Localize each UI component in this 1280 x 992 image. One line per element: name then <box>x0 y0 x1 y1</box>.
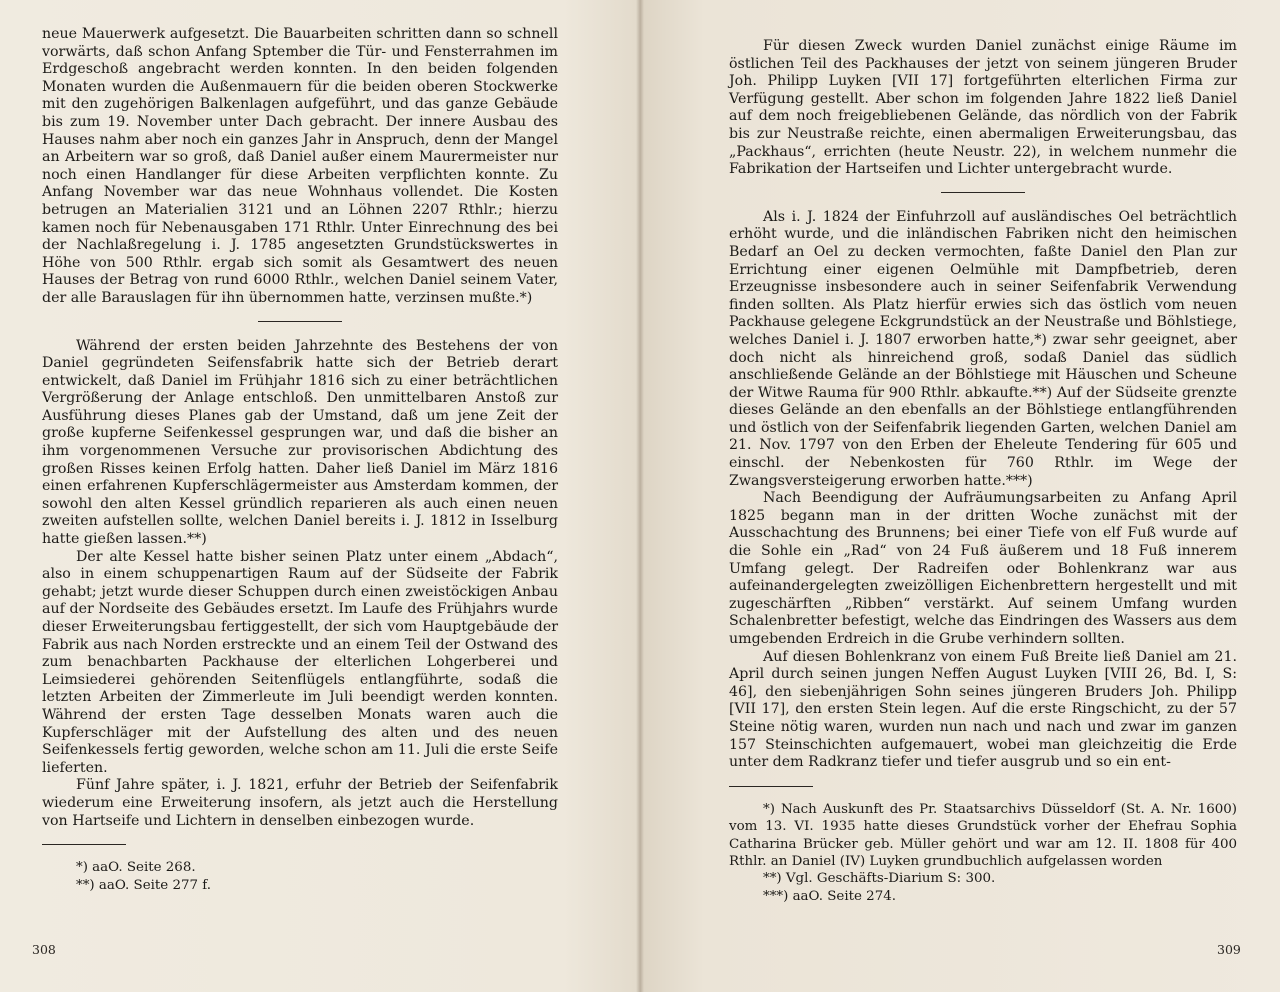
book-gutter <box>636 0 644 992</box>
section-divider <box>258 321 342 322</box>
right-page-text <box>729 38 1237 905</box>
section-divider <box>941 192 1025 193</box>
footnote: *) aaO. Seite 268. <box>76 860 196 876</box>
paragraph: Nach Beendigung der Aufräumungsarbeiten zu Anfang April 1825 begann man in der dritten Woche zunächst mit der Ausschachtung des Brunnens; bei einer Tiefe von elf Fuß wurde auf die Sohle ein „Rad“ von 24 Fuß äußerem und 18 Fuß innerem Umfang gelegt. Der Radreifen oder Bohlenkranz war aus aufeinandergelegten zweizölligen Eichenbrettern hergestellt und mit zugeschärften „Ribben“ verstärkt. Auf seinem Umfang wurden Schalenbretter befestigt, welche das Eindringen des Wassers aus dem umgebenden Erdreich in die Grube verhindern sollten. <box>729 490 1237 647</box>
paragraph: Als i. J. 1824 der Einfuhrzoll auf ausländisches Oel beträchtlich erhöht wurde, und die inländischen Fabriken nicht den heimischen Bedarf an Oel zu decken vermochten, faßte Daniel den Plan zur Errichtung einer eigenen Oelmühle mit Dampfbetrieb, deren Erzeugnisse insbesondere auch in seiner Seifenfabrik Verwendung finden sollten. Als Platz hierfür erwies sich das östlich vom neuen Packhause gelegene Eckgrundstück an der Neustraße und Böhlstiege, welches Daniel i. J. 1807 erworben hatte,*) zwar sehr geeignet, aber doch nicht als hinreichend groß, sodaß Daniel das südlich anschließende Gelände an der Böhlstiege mit Häuschen und Scheune der Witwe Rauma für 900 Rthlr. abkaufte.**) Auf der Südseite grenzte dieses Gelände an den ebenfalls an der Böhlstiege entlangführenden und östlich von der Seifenfabrik liegenden Garten, welchen Daniel am 21. Nov. 1797 von den Erben der Eheleute Tendering für 605 und einschl. der Nebenkosten für 760 Rthlr. im Wege der Zwangsversteigerung erworben hatte.***) <box>729 208 1237 489</box>
page-number: 309 <box>1217 942 1241 957</box>
left-page-text <box>42 26 558 894</box>
footnote: **) Vgl. Geschäfts-Diarium S: 300. <box>763 871 996 887</box>
footnote-divider <box>42 844 126 845</box>
footnote: *) Nach Auskunft des Pr. Staatsarchivs Düsseldorf (St. A. Nr. 1600) vom 13. VI. 1935 hatte dieses Grundstück vorher der Ehefrau Sophia Catharina Brücker geb. Müller gehört und war am 12. II. 1808 für 400 Rthlr. an Daniel (IV) Luyken grundbuchlich aufgelassen worden <box>729 801 1237 869</box>
paragraph: Der alte Kessel hatte bisher seinen Platz unter einem „Abdach“, also in einem schuppenartigen Raum auf der Südseite der Fabrik gehabt; jetzt wurde dieser Schuppen durch einen zweistöckigen Anbau auf der Nordseite des Gebäudes ersetzt. Im Laufe des Frühjahrs wurde dieser Erweiterungsbau fertiggestellt, der sich vom Hauptgebäude der Fabrik aus nach Norden erstreckte und an einem Teil der Ostwand des zum benachbarten Packhause der elterlichen Lohgerberei und Leimsiederei gehörenden Seitenflügels entlangführte, sodaß die letzten Arbeiten der Zimmerleute im Juli beendigt werden konnten. Während der ersten Tage desselben Monats waren auch die Kupferschläger mit der Aufstellung des alten und des neuen Seifenkessels fertig geworden, welche schon am 11. Juli die erste Seife lieferten. <box>42 548 558 776</box>
page-number: 308 <box>32 942 56 957</box>
paragraph: Während der ersten beiden Jahrzehnte des Bestehens der von Daniel gegründeten Seifensfabrik hatte sich der Betrieb derart entwickelt, daß Daniel im Frühjahr 1816 sich zu einer beträchtlichen Vergrößerung der Anlage entschloß. Den unmittelbaren Anstoß zur Ausführung dieses Planes gab der Umstand, daß um jene Zeit der große kupferne Seifenkessel gesprungen war, und daß die bisher an ihm vorgenommenen Versuche zur provisorischen Abdichtung des großen Risses keinen Erfolg hatten. Daher ließ Daniel im März 1816 einen erfahrenen Kupferschlägermeister aus Amsterdam kommen, der sowohl den alten Kessel gründlich reparieren als auch einen neuen zweiten aufstellen sollte, welchen Daniel bereits i. J. 1812 in Isselburg hatte gießen lassen.**) <box>42 337 558 548</box>
footnote: ***) aaO. Seite 274. <box>763 888 896 904</box>
footnote-divider <box>729 786 813 787</box>
right-page <box>640 0 1280 992</box>
footnote: **) aaO. Seite 277 f. <box>76 877 212 893</box>
paragraph: neue Mauerwerk aufgesetzt. Die Bauarbeiten schritten dann so schnell vorwärts, daß schon Anfang Sptember die Tür- und Fensterrahmen im Erdgeschoß angebracht werden konnten. In den beiden folgenden Monaten wurden die Außenmauern für die beiden oberen Stockwerke mit den zugehörigen Balkenlagen aufgeführt, und das ganze Gebäude bis zum 19. November unter Dach gebracht. Der innere Ausbau des Hauses nahm aber noch ein ganzes Jahr in Anspruch, denn der Mangel an Arbeitern war so groß, daß Daniel außer einem Maurermeister nur noch einen Handlanger für diese Arbeiten verpflichten konnte. Zu Anfang November war das neue Wohnhaus vollendet. Die Kosten betrugen an Materialien 3121 und an Löhnen 2207 Rthlr.; hierzu kamen noch für Nebenausgaben 171 Rthlr. Unter Einrechnung des bei der Nachlaßregelung i. J. 1785 angesetzten Grundstückswertes in Höhe von 500 Rthlr. ergab sich somit als Gesamtwert des neuen Hauses der Betrag von rund 6000 Rthlr., welchen Daniel seinem Vater, der alle Barauslagen für ihn übernommen hatte, verzinsen mußte.*) <box>42 26 558 306</box>
paragraph: Auf diesen Bohlenkranz von einem Fuß Breite ließ Daniel am 21. April durch seinen jungen Neffen August Luyken [VIII 26, Bd. I, S: 46], den siebenjährigen Sohn seines jüngeren Bruders Joh. Philipp [VII 17], den ersten Stein legen. Auf die erste Ringschicht, zu der 57 Steine nötig waren, wurden nun nach und nach und zwar im ganzen 157 Steinschichten aufgemauert, wobei man gleichzeitig die Erde unter dem Radkranz tiefer und tiefer ausgrub und so ein ent- <box>729 648 1237 771</box>
paragraph: Fünf Jahre später, i. J. 1821, erfuhr der Betrieb der Seifenfabrik wiederum eine Erweiterung insofern, als jetzt auch die Herstellung von Hartseife und Lichtern in denselben einbezogen wurde. <box>42 777 558 829</box>
paragraph: Für diesen Zweck wurden Daniel zunächst einige Räume im östlichen Teil des Packhauses der jetzt von seinem jüngeren Bruder Joh. Philipp Luyken [VII 17] fortgeführten elterlichen Firma zur Verfügung gestellt. Aber schon im folgenden Jahre 1822 ließ Daniel auf dem noch freigebliebenen Gelände, das nördlich von der Fabrik bis zur Neustraße reichte, einen abermaligen Erweiterungsbau, das „Packhaus“, errichten (heute Neustr. 22), in welchem nunmehr die Fabrikation der Hartseifen und Lichter untergebracht wurde. <box>729 38 1237 178</box>
